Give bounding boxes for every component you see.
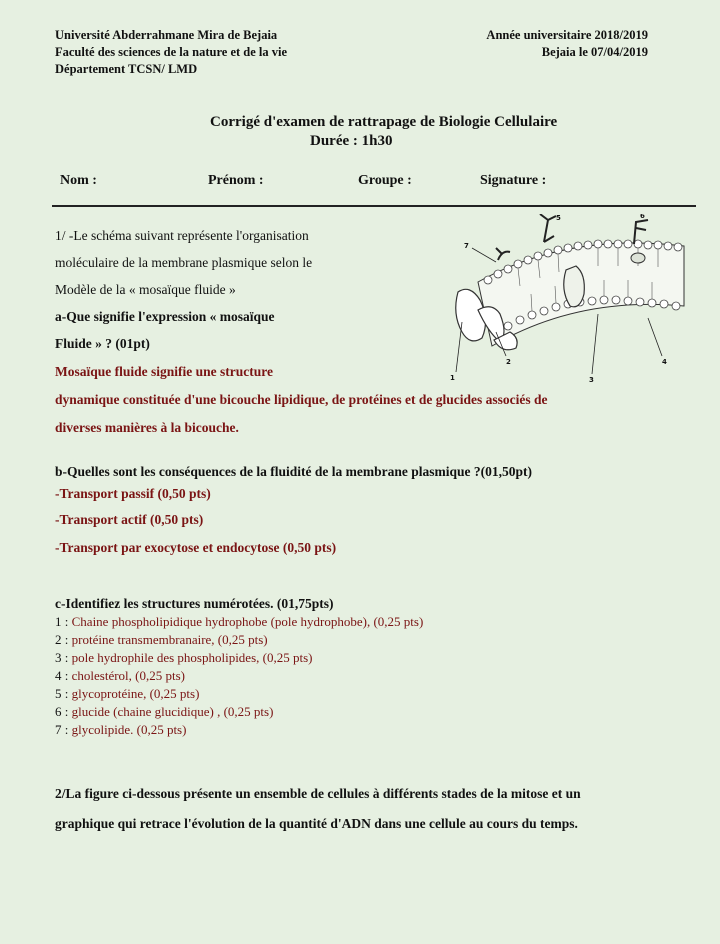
exam-date: Bejaia le 07/04/2019 [541, 45, 648, 59]
list-item: 5 : glycoprotéine, (0,25 pts) [55, 686, 200, 701]
q1a-answer-line: dynamique constituée d'une bicouche lipidique, de protéines et de glucides associés de [55, 392, 548, 407]
list-item: 4 : cholestérol, (0,25 pts) [55, 668, 185, 683]
fluid-mosaic-membrane-diagram [448, 214, 694, 384]
q1a-answer-line: Mosaïque fluide signifie une structure [55, 364, 274, 379]
exam-duration: Durée : 1h30 [310, 133, 393, 149]
faculty-name: Faculté des sciences de la nature et de la vie [55, 45, 288, 59]
q1b-answer-transport-passif: -Transport passif (0,50 pts) [55, 486, 211, 501]
university-name: Université Abderrahmane Mira de Bejaia [55, 28, 278, 42]
q1-intro [55, 222, 312, 357]
diagram-label-7: 7 [464, 242, 469, 250]
list-item: 7 : glycolipide. (0,25 pts) [55, 722, 187, 737]
academic-year: Année universitaire 2018/2019 [486, 28, 648, 42]
list-item: 2 : protéine transmembranaire, (0,25 pts) [55, 632, 268, 647]
exam-title: Corrigé d'examen de rattrapage de Biologie Cellulaire [210, 114, 558, 130]
q1-intro-line: 1/ -Le schéma suivant représente l'organisation [55, 228, 309, 243]
q1-intro-line: Modèle de la « mosaïque fluide » [55, 282, 236, 297]
q1a-question-line: Fluide » ? (01pt) [55, 336, 150, 351]
field-groupe: Groupe : [358, 173, 412, 188]
q1a-answer-line: diverses manières à la bicouche. [55, 420, 239, 435]
diagram-label-1: 1 [450, 374, 455, 382]
field-signature: Signature : [480, 173, 547, 188]
header-divider [52, 205, 696, 207]
q2-line: 2/La figure ci-dessous présente un ensemble de cellules à différents stades de la mitose et un [55, 786, 581, 801]
field-nom: Nom : [60, 173, 97, 188]
q1-intro-line: moléculaire de la membrane plasmique selon le [55, 255, 313, 270]
diagram-label-2: 2 [506, 358, 511, 366]
q1c-answer-list [55, 613, 423, 739]
diagram-label-6: 6 [640, 214, 645, 220]
list-item: 3 : pole hydrophile des phospholipides, (0,25 pts) [55, 650, 313, 665]
date-header [486, 27, 648, 61]
cholesterol-molecule [631, 253, 645, 263]
diagram-label-4: 4 [662, 358, 667, 366]
diagram-label-5: 5 [556, 214, 561, 222]
q2-line: graphique qui retrace l'évolution de la quantité d'ADN dans une cellule au cours du temps. [55, 816, 578, 831]
q1b-answer-exocytose-endocytose: -Transport par exocytose et endocytose (0,50 pts) [55, 540, 337, 555]
list-item: 1 : Chaine phospholipidique hydrophobe (pole hydrophobe), (0,25 pts) [55, 614, 424, 629]
list-item: 6 : glucide (chaine glucidique) , (0,25 pts) [55, 704, 274, 719]
diagram-label-3: 3 [589, 376, 594, 384]
q1b-question: b-Quelles sont les conséquences de la fluidité de la membrane plasmique ?(01,50pt) [55, 464, 533, 479]
university-header [55, 27, 287, 78]
q1b-answer-transport-actif: -Transport actif (0,50 pts) [55, 512, 204, 527]
field-prenom: Prénom : [208, 173, 264, 188]
q1a-question-line: a-Que signifie l'expression « mosaïque [55, 309, 275, 324]
q1c-question: c-Identifiez les structures numérotées. (01,75pts) [55, 596, 334, 611]
department-name: Département TCSN/ LMD [55, 62, 198, 76]
